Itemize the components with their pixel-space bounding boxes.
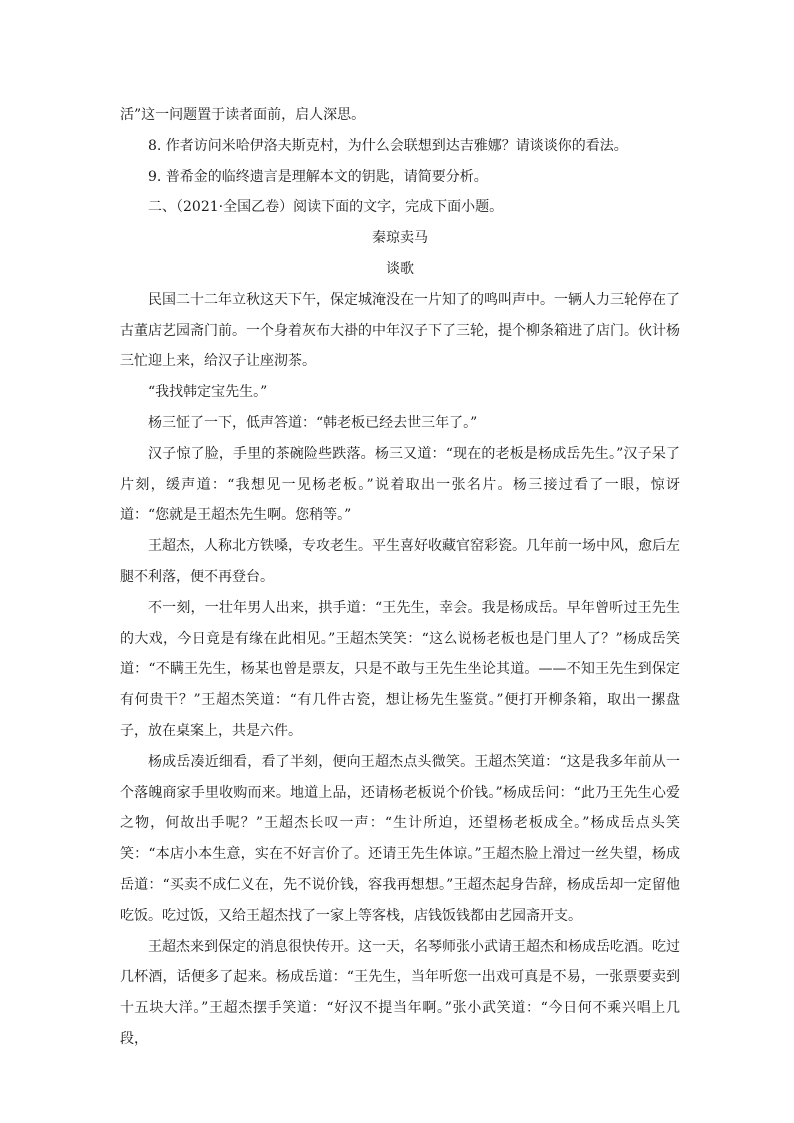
question-9: 9. 普希金的临终遗言是理解本文的钥匙，请简要分析。 — [148, 168, 488, 185]
paragraph-1: 民国二十二年立秋这天下午，保定城淹没在一片知了的鸣叫声中。一辆人力三轮停在了古董店艺园斋门前。一个身着灰布大褂的中年汉子下了三轮，提个柳条箱进了店门。伙计杨三忙迎上来，给汉子让座沏茶。 — [120, 291, 680, 370]
paragraph-7: 杨成岳凑近细看，看了半刻，便向王超杰点头微笑。王超杰笑道：“这是我多年前从一个落魄商家手里收购而来。地道上品，还请杨老板说个价钱。”杨成岳问：“此乃王先生心爱之物，何故出手呢？”王超杰长叹一声：“生计所迫，还望杨老板成全。”杨成岳点头笑笑：“本店小本生意，实在不好言价了。还请王先生体谅。”王超杰脸上滑过一丝失望，杨成岳道：“买卖不成仁义在，先不说价钱，容我再想想。”王超杰起身告辞，杨成岳却一定留他吃饭。吃过饭，又给王超杰找了一家上等客栈，店钱饭钱都由艺园斋开支。 — [120, 753, 680, 924]
article-title: 秦琼卖马 — [372, 230, 428, 247]
section-heading: 二、（2021·全国乙卷）阅读下面的文字，完成下面小题。 — [148, 199, 504, 216]
article-author: 谈歌 — [386, 260, 414, 277]
paragraph-5: 王超杰，人称北方铁嗓，专攻老生。平生喜好收藏官窑彩瓷。几年前一场中风，愈后左腿不利落，便不再登台。 — [120, 538, 680, 585]
continued-line: 活”这一问题置于读者面前，启人深思。 — [120, 107, 366, 123]
paragraph-8: 王超杰来到保定的消息很快传开。这一天，名琴师张小武请王超杰和杨成岳吃酒。吃过几杯酒，话便多了起来。杨成岳道：“王先生，当年听您一出戏可真是不易，一张票要卖到十五块大洋。”王超杰摆手笑道：“好汉不提当年啊。”张小武笑道：“今日何不乘兴唱上几段， — [120, 938, 680, 1047]
paragraph-3: 杨三怔了一下，低声答道：“韩老板已经去世三年了。” — [148, 414, 478, 431]
paragraph-4: 汉子惊了脸，手里的茶碗险些跌落。杨三又道：“现在的老板是杨成岳先生。”汉子呆了片刻，缓声道：“我想见一见杨老板。”说着取出一张名片。杨三接过看了一眼，惊讶道：“您就是王超杰先生啊。您稍等。” — [120, 445, 680, 524]
paragraph-6: 不一刻，一壮年男人出来，拱手道：“王先生，幸会。我是杨成岳。早年曾听过王先生的大戏，今日竟是有缘在此相见。”王超杰笑笑：“这么说杨老板也是门里人了？”杨成岳笑道：“不瞒王先生，杨某也曾是票友，只是不敢与王先生坐论其道。——不知王先生到保定有何贵干？”王超杰笑道：“有几件古瓷，想让杨先生鉴赏。”便打开柳条箱，取出一摞盘子，放在桌案上，共是六件。 — [120, 599, 680, 739]
document-body — [120, 100, 680, 1055]
question-8: 8. 作者访问米哈伊洛夫斯克村，为什么会联想到达吉雅娜？请谈谈你的看法。 — [148, 137, 628, 154]
paragraph-2: “我找韩定宝先生。” — [148, 384, 268, 401]
